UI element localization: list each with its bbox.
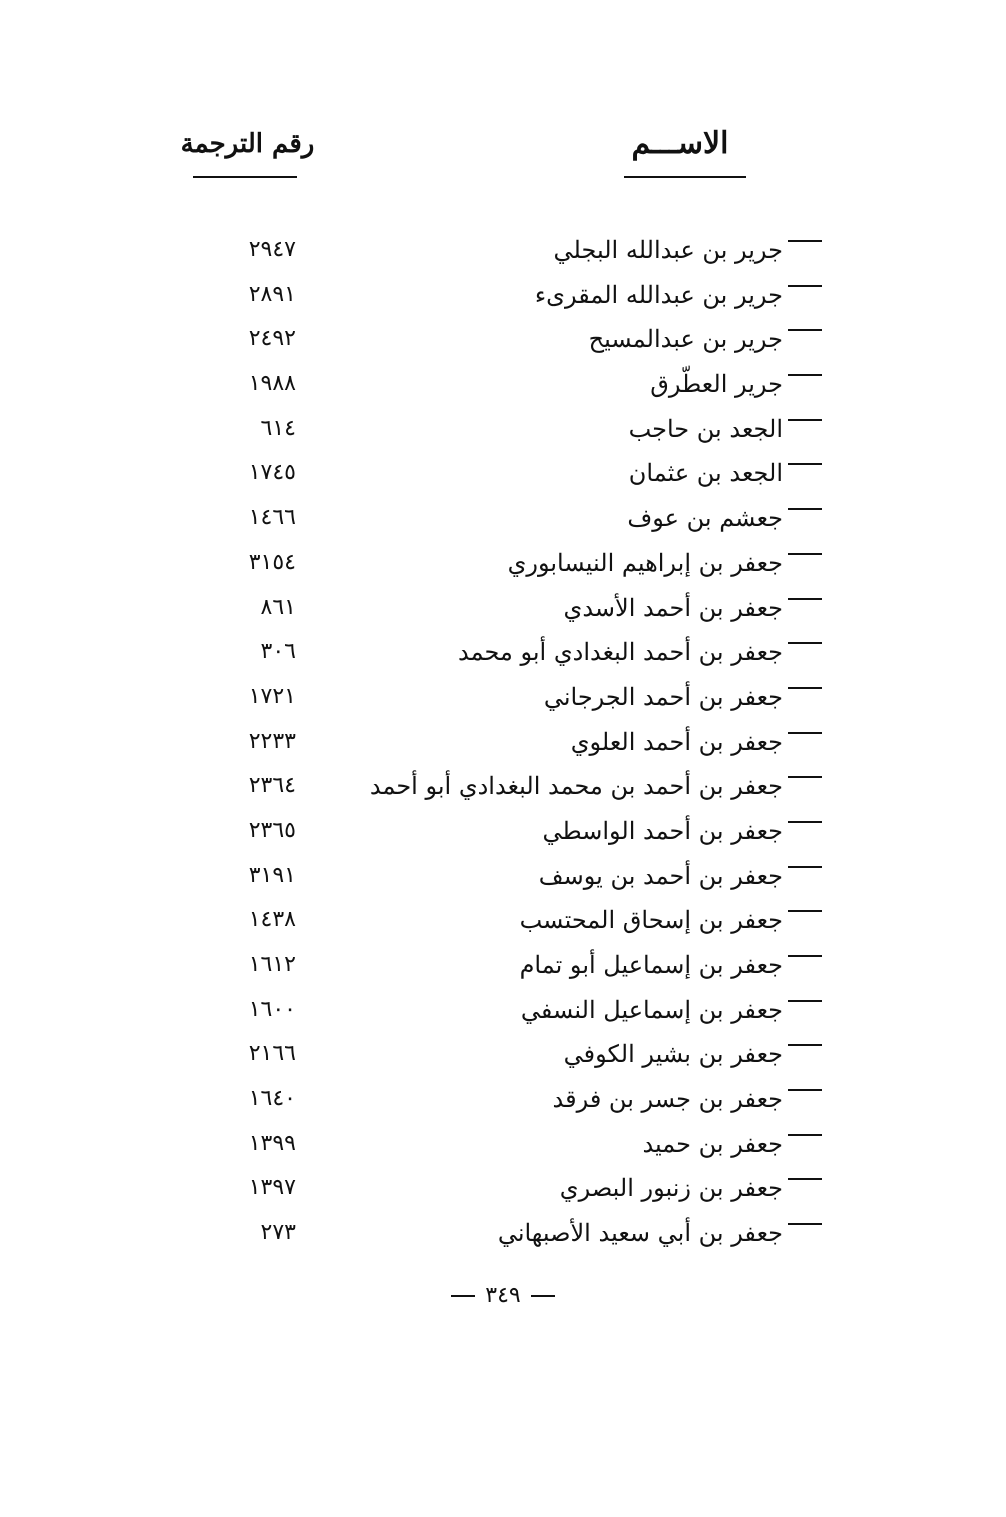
- entry-dash: [788, 285, 822, 287]
- entry-name: جعشم بن عوف: [627, 504, 783, 533]
- entry-dash: [788, 463, 822, 465]
- index-entry: [0, 411, 1006, 456]
- entry-dash: [788, 910, 822, 912]
- entry-name: جعفر بن أحمد بن محمد البغدادي أبو أحمد: [369, 772, 783, 801]
- entry-name: جعفر بن إسماعيل أبو تمام: [519, 951, 783, 979]
- index-entry: [0, 500, 1006, 545]
- index-entry: [0, 321, 1006, 366]
- entry-number: ٢٣٦٥: [248, 817, 296, 843]
- index-entry: [0, 277, 1006, 322]
- entry-dash: [788, 419, 822, 421]
- entry-dash: [788, 642, 822, 644]
- entry-number: ٢٢٣٣: [248, 728, 296, 754]
- entry-name: جعفر بن جسر بن فرقد: [552, 1085, 783, 1114]
- index-entry: [0, 590, 1006, 635]
- entry-name: جعفر بن أبي سعيد الأصبهاني: [497, 1219, 783, 1248]
- entry-dash: [788, 776, 822, 778]
- index-entry: [0, 724, 1006, 769]
- index-entry: [0, 1126, 1006, 1171]
- index-entry: [0, 1170, 1006, 1215]
- entry-number: ١٦١٢: [248, 952, 296, 977]
- entry-number: ٢٧٣: [260, 1220, 296, 1246]
- entry-name: الجعد بن حاجب: [628, 414, 783, 443]
- entry-dash: [788, 1000, 822, 1002]
- entry-name: جرير بن عبدالمسيح: [588, 325, 783, 354]
- page-number: ٣٤٩: [485, 1283, 521, 1308]
- index-entry: [0, 232, 1006, 277]
- entry-name: جعفر بن زنبور البصري: [559, 1174, 783, 1203]
- column-header-number-label: رقم الترجمة: [180, 129, 315, 159]
- entry-number: ٢١٦٦: [248, 1041, 296, 1067]
- entry-dash: [788, 955, 822, 957]
- entry-name: جعفر بن أحمد الواسطي: [542, 816, 783, 845]
- entry-dash: [788, 1089, 822, 1091]
- index-entry: [0, 679, 1006, 724]
- index-entry: [0, 1215, 1006, 1260]
- index-entry: [0, 634, 1006, 679]
- entry-name: جعفر بن أحمد بن يوسف: [538, 861, 783, 890]
- entry-number: ٣٠٦: [260, 639, 296, 665]
- entry-number: ١٦٤٠: [248, 1086, 296, 1112]
- entry-name: جعفر بن إبراهيم النيسابوري: [507, 548, 783, 577]
- entry-dash: [788, 598, 822, 600]
- entry-dash: [788, 508, 822, 510]
- entry-number: ٣١٥٤: [248, 549, 296, 575]
- entry-name: جعفر بن بشير الكوفي: [563, 1040, 783, 1069]
- entry-name: جعفر بن إسماعيل النسفي: [520, 995, 783, 1024]
- entry-name: جعفر بن أحمد الأسدي: [563, 593, 783, 622]
- entry-dash: [788, 1134, 822, 1136]
- entry-dash: [788, 329, 822, 331]
- entry-dash: [788, 553, 822, 555]
- index-entry: [0, 813, 1006, 858]
- index-entry: [0, 1081, 1006, 1126]
- index-entry: [0, 545, 1006, 590]
- entry-dash: [788, 1044, 822, 1046]
- entry-number: ٢٤٩٢: [248, 326, 296, 352]
- entry-dash: [788, 732, 822, 734]
- index-entry: [0, 455, 1006, 500]
- column-header-name: [560, 120, 800, 168]
- entry-number: ٦١٤: [260, 415, 296, 441]
- entry-name: جعفر بن أحمد الجرجاني: [543, 682, 783, 711]
- column-header-number-underline: [193, 176, 297, 178]
- footer-dash-right: [531, 1295, 555, 1297]
- index-entry: [0, 768, 1006, 813]
- index-entry: [0, 366, 1006, 411]
- index-entry: [0, 992, 1006, 1037]
- entry-number: ١٤٣٨: [248, 907, 296, 933]
- entry-number: ١٦٠٠: [248, 996, 296, 1022]
- entry-dash: [788, 374, 822, 376]
- entry-name: جرير بن عبدالله البجلي: [553, 236, 783, 264]
- entry-number: ٣١٩١: [248, 862, 296, 888]
- entry-name: جرير العطّرق: [650, 370, 783, 399]
- entry-dash: [788, 687, 822, 689]
- entry-dash: [788, 821, 822, 823]
- entry-name: جرير بن عبدالله المقرىء: [534, 280, 783, 309]
- entry-number: ١٧٢١: [248, 683, 296, 709]
- entry-number: ٢٨٩١: [248, 281, 296, 307]
- column-header-number: [175, 120, 320, 168]
- column-header-name-underline: [624, 176, 746, 178]
- entry-name: جعفر بن إسحاق المحتسب: [519, 906, 783, 935]
- entry-name: جعفر بن حميد: [642, 1129, 783, 1158]
- entry-name: جعفر بن أحمد العلوي: [570, 727, 783, 756]
- entry-name: الجعد بن عثمان: [628, 459, 783, 488]
- entry-number: ١٤٦٦: [248, 505, 296, 531]
- entry-dash: [788, 1223, 822, 1225]
- entry-dash: [788, 240, 822, 242]
- index-entry: [0, 1036, 1006, 1081]
- entry-number: ٨٦١: [260, 594, 296, 620]
- index-entry: [0, 902, 1006, 947]
- entry-dash: [788, 866, 822, 868]
- entry-number: ١٣٩٧: [248, 1175, 296, 1201]
- page-footer: [403, 1278, 603, 1314]
- index-entry: [0, 947, 1006, 992]
- footer-dash-left: [451, 1295, 475, 1297]
- entry-number: ٢٩٤٧: [248, 237, 296, 262]
- index-entries-list: [0, 232, 1006, 1260]
- entry-name: جعفر بن أحمد البغدادي أبو محمد: [458, 638, 783, 667]
- entry-number: ١٩٨٨: [248, 371, 296, 397]
- entry-number: ٢٣٦٤: [248, 773, 296, 799]
- entry-dash: [788, 1178, 822, 1180]
- entry-number: ١٧٤٥: [248, 460, 296, 486]
- column-header-name-label: الاســـم: [631, 126, 729, 161]
- entry-number: ١٣٩٩: [248, 1130, 296, 1156]
- index-entry: [0, 858, 1006, 903]
